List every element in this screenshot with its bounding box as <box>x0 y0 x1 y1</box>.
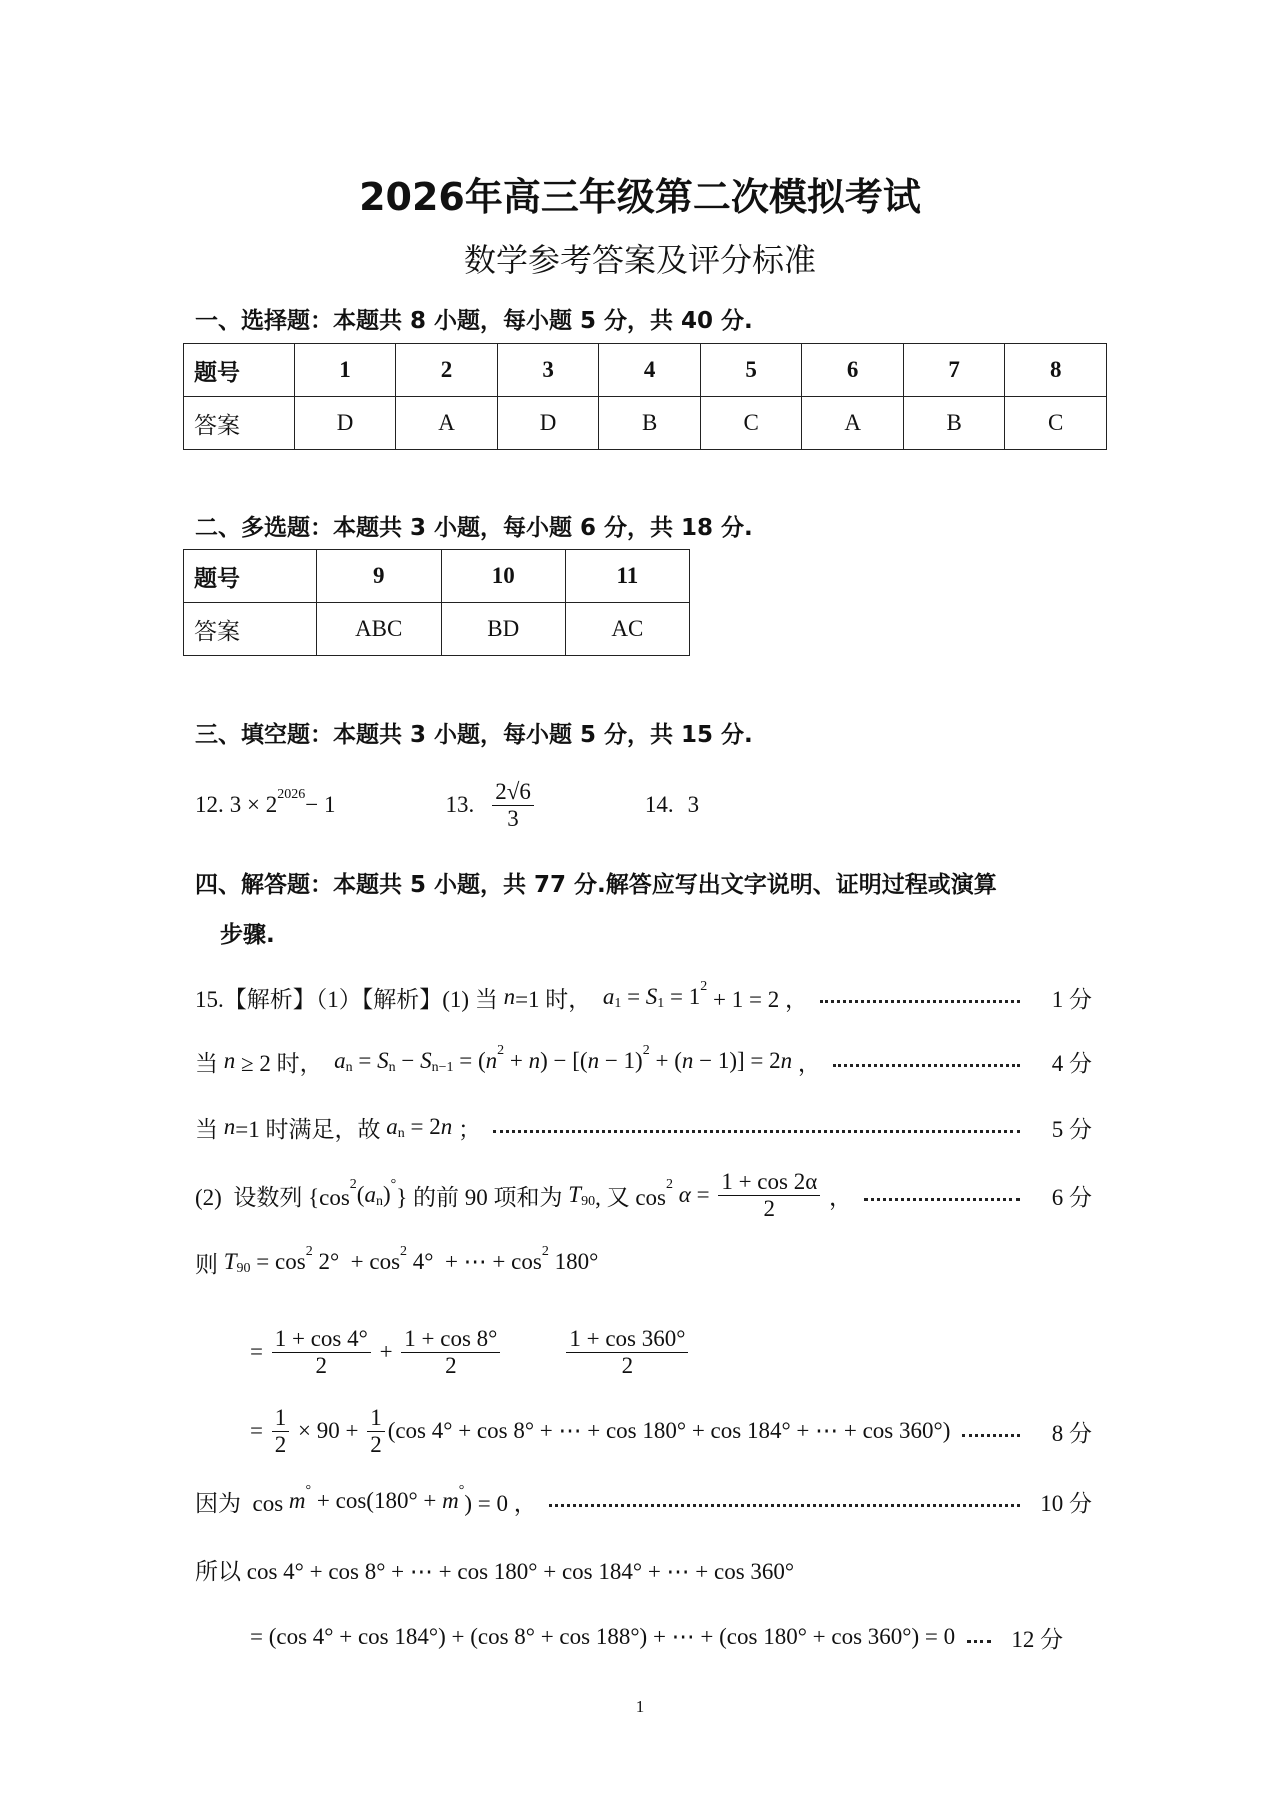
text-segment: 15.【解析】（1）【解析】(1) 当 <box>195 986 504 1012</box>
math-variable: n <box>503 984 516 1009</box>
dot-leader <box>549 1504 1020 1507</box>
q14-label: 14. <box>644 792 674 817</box>
text-segment: 180° <box>548 1249 599 1274</box>
text-segment: =1 时， <box>515 986 603 1012</box>
fraction <box>272 1326 371 1379</box>
q12-tail: − 1 <box>305 792 336 817</box>
row-label: 题号 <box>184 550 317 603</box>
score-points: 6 分 <box>1051 1184 1092 1210</box>
text-segment: = (cos 4° + cos 184°) + (cos 8° + cos 188°) + ⋯ + (cos 180° + cos 360°) = 0 <box>250 1624 956 1649</box>
fraction <box>367 1405 385 1458</box>
page-number: 1 <box>635 1697 645 1716</box>
text-segment: 因为 cos <box>195 1490 289 1516</box>
text-segment: = 2 <box>404 1114 441 1139</box>
score-points: 8 分 <box>1051 1420 1092 1446</box>
fraction-denominator: 2 <box>621 1352 634 1378</box>
sub-script: 90 <box>581 1194 596 1209</box>
text-segment: − 1)] = 2 <box>693 1048 781 1073</box>
q14-answer: 3 <box>687 792 700 817</box>
text-segment: − 1) <box>599 1048 643 1073</box>
sup-script: 2 <box>349 1177 357 1192</box>
solution-line <box>250 1613 1092 1661</box>
q12-label: 12. <box>195 792 224 817</box>
section-4-heading: 四、解答题：本题共 5 小题，共 77 分.解答应写出文字说明、证明过程或演算 <box>195 872 997 898</box>
math-variable: n <box>780 1048 793 1073</box>
question-number-cell: 1 <box>294 344 396 397</box>
document-title: 2026年高三年级第二次模拟考试 <box>359 175 921 219</box>
sup-script: 2 <box>541 1244 549 1259</box>
text-segment: , 又 cos <box>595 1184 666 1210</box>
text-segment: + <box>373 1339 399 1364</box>
dot-leader <box>493 1130 1020 1133</box>
answer-cell: ABC <box>316 603 441 656</box>
text-segment: ) − [( <box>540 1048 588 1073</box>
sup-script: 2 <box>497 1043 505 1058</box>
fraction-numerator: 1 <box>272 1405 290 1432</box>
solution-line <box>195 1477 1092 1525</box>
math-variable: m <box>288 1488 306 1513</box>
fraction-denominator: 2 <box>763 1195 776 1221</box>
math-variable: a <box>334 1048 346 1073</box>
q13-label: 13. <box>445 792 475 817</box>
text-segment: 当 <box>195 1116 224 1142</box>
q12-base: 3 × 2 <box>229 792 278 817</box>
text-segment: = <box>250 1339 269 1364</box>
answer-cell: BD <box>441 603 565 656</box>
answer-cell: D <box>497 397 599 450</box>
section-2-heading: 二、多选题：本题共 3 小题，每小题 6 分，共 18 分. <box>195 515 753 541</box>
sup-script: 2 <box>642 1043 650 1058</box>
math-variable: T <box>223 1249 237 1274</box>
sup-script: 2 <box>700 979 708 994</box>
dot-leader <box>833 1064 1020 1067</box>
math-variable: S <box>645 984 658 1009</box>
text-segment: + cos(180° + <box>311 1488 443 1513</box>
text-segment: 则 <box>195 1251 224 1277</box>
answer-cell: B <box>599 397 701 450</box>
sub-script: n−1 <box>431 1060 454 1075</box>
section-3-heading: 三、填空题：本题共 3 小题，每小题 5 分，共 15 分. <box>195 722 753 748</box>
fraction <box>718 1169 820 1222</box>
text-segment: ， <box>792 1050 821 1076</box>
q13-numerator: 2√6 <box>492 779 534 806</box>
solution-line <box>195 973 1092 1021</box>
math-variable: a <box>602 984 615 1009</box>
sub-script: 90 <box>236 1261 251 1276</box>
text-segment: × 90 + <box>292 1418 365 1443</box>
math-variable: n <box>223 1048 236 1073</box>
answer-cell: A <box>396 397 498 450</box>
math-variable: S <box>420 1048 432 1073</box>
solution-line <box>195 1037 1092 1085</box>
question-number-cell: 10 <box>441 550 565 603</box>
text-segment: = cos <box>250 1249 306 1274</box>
math-variable: T <box>568 1182 582 1207</box>
sub-script: n <box>375 1194 383 1209</box>
sup-script: ° <box>305 1483 312 1498</box>
text-segment: =1 时满足，故 <box>235 1116 387 1142</box>
fill-in-answers <box>195 780 699 830</box>
fraction-numerator: 1 + cos 360° <box>566 1326 688 1353</box>
question-number-cell: 11 <box>565 550 689 603</box>
math-variable: n <box>587 1048 600 1073</box>
sub-script: n <box>397 1126 405 1141</box>
fraction-numerator: 1 + cos 2α <box>718 1169 820 1196</box>
document-subtitle: 数学参考答案及评分标准 <box>463 241 816 279</box>
fraction-numerator: 1 + cos 4° <box>272 1326 371 1353</box>
solution-line <box>195 1238 1092 1286</box>
section-1-heading: 一、选择题：本题共 8 小题，每小题 5 分，共 40 分. <box>195 308 753 334</box>
text-segment: ； <box>452 1116 481 1142</box>
math-variable: a <box>364 1182 376 1207</box>
multiple-choice-answer-table <box>183 343 1107 450</box>
text-segment: = ( <box>453 1048 486 1073</box>
score-points: 4 分 <box>1051 1050 1092 1076</box>
q13-denominator: 3 <box>507 805 519 831</box>
dot-leader <box>967 1640 991 1643</box>
text-segment: ) <box>382 1182 391 1207</box>
text-segment: = 1 <box>664 984 701 1009</box>
score-points: 1 分 <box>1051 986 1092 1012</box>
sup-script: ° <box>458 1483 465 1498</box>
text-segment: + <box>504 1048 529 1073</box>
fraction-numerator: 1 <box>367 1405 385 1432</box>
text-segment: = <box>352 1048 378 1073</box>
answer-cell: C <box>700 397 802 450</box>
fraction-denominator: 2 <box>445 1352 457 1378</box>
math-variable: n <box>485 1048 498 1073</box>
sup-script: 2 <box>400 1244 408 1259</box>
section-4-heading-cont: 步骤. <box>220 922 275 948</box>
question-number-cell: 6 <box>802 344 904 397</box>
text-segment: = <box>621 984 646 1009</box>
text-segment: − <box>395 1048 421 1073</box>
dot-leader <box>962 1434 1020 1437</box>
fraction-denominator: 2 <box>274 1431 287 1457</box>
sub-script: 1 <box>657 996 665 1011</box>
score-points: 12 分 <box>1011 1626 1064 1652</box>
text-segment: + ( <box>649 1048 682 1073</box>
sub-script: n <box>345 1060 353 1075</box>
solution-line <box>250 1325 1092 1378</box>
math-variable: S <box>377 1048 389 1073</box>
answer-cell: D <box>294 397 396 450</box>
fraction <box>272 1405 290 1458</box>
math-variable: m <box>442 1488 459 1513</box>
math-variable: n <box>223 1114 236 1139</box>
q13-fraction <box>492 779 534 832</box>
dot-leader <box>820 1000 1020 1003</box>
text-segment: 4° + ⋯ + cos <box>407 1249 542 1274</box>
score-points: 5 分 <box>1051 1116 1092 1142</box>
math-variable: α <box>678 1182 691 1207</box>
text-segment: ， <box>823 1184 852 1210</box>
text-segment: = <box>690 1182 716 1207</box>
solution-line <box>195 1103 1092 1151</box>
question-number-cell: 7 <box>903 344 1005 397</box>
answer-cell: C <box>1005 397 1107 450</box>
row-label: 答案 <box>184 603 317 656</box>
solution-line <box>195 1545 1092 1593</box>
question-number-cell: 5 <box>700 344 802 397</box>
question-number-cell: 4 <box>599 344 701 397</box>
answer-cell: AC <box>565 603 689 656</box>
question-number-cell: 8 <box>1005 344 1107 397</box>
text-segment: ) = 0 ， <box>464 1490 537 1516</box>
math-variable: n <box>528 1048 541 1073</box>
row-label: 题号 <box>184 344 295 397</box>
text-segment: = <box>250 1418 269 1443</box>
question-number-cell: 2 <box>396 344 498 397</box>
q12-exponent: 2026 <box>277 787 306 802</box>
text-segment: ≥ 2 时， <box>235 1050 335 1076</box>
sup-script: 2 <box>305 1244 313 1259</box>
text-segment: ( <box>356 1182 365 1207</box>
text-segment: 当 <box>195 1050 224 1076</box>
fraction <box>566 1326 688 1379</box>
row-label: 答案 <box>184 397 295 450</box>
question-number-cell: 9 <box>316 550 441 603</box>
answer-cell: A <box>802 397 904 450</box>
multi-select-answer-table <box>183 549 690 656</box>
dot-leader <box>864 1198 1020 1201</box>
solution-line <box>195 1168 1092 1221</box>
text-segment: 2° + cos <box>312 1249 401 1274</box>
question-number-cell: 3 <box>497 344 599 397</box>
fraction-numerator: 1 + cos 8° <box>401 1326 500 1353</box>
score-points: 10 分 <box>1040 1490 1092 1516</box>
text-segment: + 1 = 2 ， <box>707 986 808 1012</box>
math-variable: a <box>386 1114 398 1139</box>
fraction-denominator: 2 <box>315 1352 328 1378</box>
math-variable: n <box>681 1048 694 1073</box>
text-segment: (2) 设数列 {cos <box>195 1184 350 1210</box>
sub-script: n <box>388 1060 396 1075</box>
text-segment: 所以 cos 4° + cos 8° + ⋯ + cos 180° + cos 184° + ⋯ + cos 360° <box>195 1558 795 1584</box>
text-segment: } 的前 90 项和为 <box>396 1184 569 1210</box>
answer-cell: B <box>903 397 1005 450</box>
sub-script: 1 <box>614 996 622 1011</box>
fraction-denominator: 2 <box>370 1431 382 1457</box>
fraction <box>401 1326 500 1379</box>
text-segment: (cos 4° + cos 8° + ⋯ + cos 180° + cos 184° + ⋯ + cos 360°) <box>387 1418 951 1443</box>
sup-script: 2 <box>666 1177 673 1192</box>
solution-line <box>250 1404 1092 1457</box>
math-variable: n <box>440 1114 453 1139</box>
sup-script: ° <box>390 1177 397 1192</box>
